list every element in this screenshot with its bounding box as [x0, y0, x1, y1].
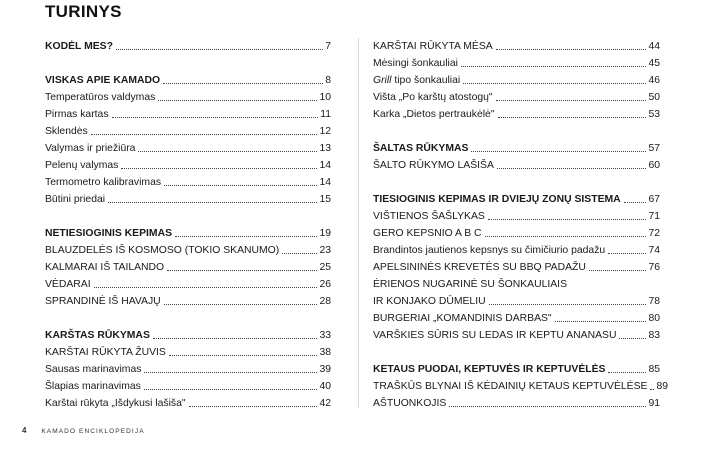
toc-entry[interactable]	[45, 104, 331, 121]
dot-leader	[608, 372, 646, 373]
dot-leader	[282, 253, 317, 254]
dot-leader	[624, 202, 647, 203]
dot-leader	[497, 168, 647, 169]
toc-entry-page-number: 80	[648, 313, 660, 324]
toc-entry-page-number: 8	[325, 75, 331, 86]
toc-entry-page-number: 28	[319, 296, 331, 307]
toc-entry-page-number: 83	[648, 330, 660, 341]
dot-leader	[589, 270, 647, 271]
toc-entry-label: Grill tipo šonkauliai	[373, 75, 461, 86]
toc-right-column	[373, 36, 669, 410]
toc-entry[interactable]	[373, 53, 660, 70]
toc-entry[interactable]	[373, 274, 660, 291]
toc-entry-page-number: 11	[320, 109, 331, 120]
toc-entry-page-number: 78	[648, 296, 660, 307]
toc-entry-page-number: 67	[648, 194, 660, 205]
toc-entry[interactable]	[45, 274, 331, 291]
toc-entry-label: VĖDARAI	[45, 279, 91, 290]
toc-entry[interactable]	[373, 257, 660, 274]
toc-entry-label: Mėsingi šonkauliai	[373, 58, 458, 69]
dot-leader	[164, 304, 318, 305]
toc-section-entry[interactable]	[45, 36, 331, 53]
toc-entry-page-number: 85	[648, 364, 660, 375]
toc-entry-label: Būtini priedai	[45, 194, 106, 205]
toc-entry-label: Brandintos jautienos kepsnys su čimičiurio padažu	[373, 245, 606, 256]
toc-entry-page-number: 91	[648, 398, 660, 409]
dot-leader	[108, 202, 317, 203]
toc-entry-label: Termometro kalibravimas	[45, 177, 162, 188]
dot-leader	[169, 355, 318, 356]
toc-entry[interactable]	[373, 393, 660, 410]
toc-entry-page-number: 74	[648, 245, 660, 256]
dot-leader	[496, 100, 647, 101]
toc-entry-label: KETAUS PUODAI, KEPTUVĖS IR KEPTUVĖLĖS	[373, 364, 606, 375]
toc-section-entry[interactable]	[373, 189, 660, 206]
toc-entry-label: VISKAS APIE KAMADO	[45, 75, 161, 86]
toc-left-column	[45, 36, 331, 410]
toc-entry-label: AŠTUONKOJIS	[373, 398, 447, 409]
toc-entry-page-number: 14	[319, 160, 331, 171]
toc-entry-page-number: 40	[319, 381, 331, 392]
toc-entry-label: KARŠTAS RŪKYMAS	[45, 330, 150, 341]
toc-entry[interactable]	[373, 36, 660, 53]
toc-entry[interactable]	[373, 240, 660, 257]
toc-section-entry[interactable]	[45, 223, 331, 240]
toc-entry[interactable]	[45, 257, 331, 274]
toc-entry[interactable]	[45, 121, 331, 138]
toc-entry[interactable]	[373, 70, 660, 87]
toc-entry-label: Karka „Dietos pertraukėlė"	[373, 109, 495, 120]
toc-entry[interactable]	[373, 308, 660, 325]
toc-entry-page-number: 71	[648, 211, 660, 222]
toc-entry-page-number: 45	[648, 58, 660, 69]
toc-entry[interactable]	[373, 325, 660, 342]
toc-entry-page-number: 72	[648, 228, 660, 239]
toc-entry[interactable]	[45, 87, 331, 104]
toc-entry-page-number: 10	[319, 92, 331, 103]
toc-entry[interactable]	[373, 155, 660, 172]
toc-entry-page-number: 89	[656, 381, 669, 392]
toc-entry-page-number: 33	[319, 330, 331, 341]
toc-entry[interactable]	[45, 240, 331, 257]
footer-page-number: 4	[22, 426, 27, 435]
toc-entry-label: Vištа „Po karštų atostogų"	[373, 92, 493, 103]
toc-entry-page-number: 38	[319, 347, 331, 358]
toc-section-entry[interactable]	[45, 325, 331, 342]
toc-entry-label: TIESIOGINIS KEPIMAS IR DVIEJŲ ZONŲ SISTEMA	[373, 194, 621, 205]
toc-entry[interactable]	[45, 291, 331, 308]
dot-leader	[158, 100, 317, 101]
toc-entry-label: KODĖL MES?	[45, 41, 113, 52]
toc-entry[interactable]	[45, 359, 331, 376]
dot-leader	[650, 389, 654, 390]
toc-entry-page-number: 15	[319, 194, 331, 205]
toc-entry[interactable]	[373, 376, 669, 393]
toc-entry-label: Šlapias marinavimas	[45, 381, 141, 392]
toc-entry-label: Pelenų valymas	[45, 160, 119, 171]
toc-section-entry[interactable]	[373, 138, 660, 155]
toc-entry-page-number: 23	[319, 245, 331, 256]
toc-entry-label: Karštai rūkyta „Išdykusi lašiša"	[45, 398, 186, 409]
dot-leader	[498, 117, 647, 118]
toc-entry-label: Valymas ir priežiūra	[45, 143, 136, 154]
dot-leader	[138, 151, 317, 152]
toc-entry-label: KARŠTAI RŪKYTA MĖSA	[373, 41, 493, 52]
dot-leader	[485, 236, 647, 237]
toc-entry-page-number: 57	[648, 143, 660, 154]
toc-entry-label: Pirmas kartas	[45, 109, 109, 120]
toc-entry-label: VIŠTIENOS ŠAŠLYKAS	[373, 211, 485, 222]
toc-entry-page-number: 42	[319, 398, 331, 409]
toc-entry-label: Sklendės	[45, 126, 88, 137]
toc-entry-label: BURGERIAI „KOMANDINIS DARBAS"	[373, 313, 552, 324]
toc-entry-label: NETIESIOGINIS KEPIMAS	[45, 228, 173, 239]
toc-entry-page-number: 13	[319, 143, 331, 154]
toc-entry-page-number: 19	[319, 228, 331, 239]
dot-leader	[471, 151, 646, 152]
toc-entry[interactable]	[45, 172, 331, 189]
dot-leader	[189, 406, 318, 407]
toc-entry-label: IR KONJAKO DŪMELIU	[373, 296, 486, 307]
toc-entry-label: KARŠTAI RŪKYTA ŽUVIS	[45, 347, 166, 358]
toc-entry[interactable]	[373, 87, 660, 104]
dot-leader	[91, 134, 318, 135]
toc-entry[interactable]	[45, 376, 331, 393]
toc-entry[interactable]	[45, 393, 331, 410]
dot-leader	[164, 185, 317, 186]
toc-entry[interactable]	[45, 342, 331, 359]
dot-leader	[619, 338, 646, 339]
toc-entry-page-number: 50	[648, 92, 660, 103]
dot-leader	[144, 372, 317, 373]
toc-entry-page-number: 14	[319, 177, 331, 188]
toc-section-entry[interactable]	[45, 70, 331, 87]
dot-leader	[488, 219, 647, 220]
toc-entry-label: APELSININĖS KREVETĖS SU BBQ PADAŽU	[373, 262, 586, 273]
toc-entry[interactable]	[45, 138, 331, 155]
column-divider	[358, 38, 359, 408]
toc-entry-page-number: 46	[648, 75, 660, 86]
dot-leader	[116, 49, 323, 50]
toc-entry[interactable]	[373, 223, 660, 240]
dot-leader	[112, 117, 319, 118]
toc-entry[interactable]	[45, 155, 331, 172]
toc-entry-label: Sausas marinavimas	[45, 364, 142, 375]
dot-leader	[167, 270, 317, 271]
dot-leader	[463, 83, 646, 84]
dot-leader	[153, 338, 318, 339]
toc-entry[interactable]	[45, 189, 331, 206]
dot-leader	[608, 253, 646, 254]
dot-leader	[94, 287, 318, 288]
toc-entry[interactable]	[373, 206, 660, 223]
dot-leader	[175, 236, 317, 237]
page-footer	[22, 426, 145, 435]
toc-entry-label: KALMARAI IŠ TAILANDO	[45, 262, 165, 273]
page-title: TURINYS	[45, 2, 122, 21]
toc-section-entry[interactable]	[373, 359, 660, 376]
footer-book-title: KAMADO ENCIKLOPEDIJA	[41, 428, 145, 435]
dot-leader	[496, 49, 647, 50]
toc-entry-label: BLAUZDELĖS IŠ KOSMOSO (TOKIO SKANUMO)	[45, 245, 280, 256]
dot-leader	[461, 66, 647, 67]
toc-entry-page-number: 39	[319, 364, 331, 375]
toc-entry-page-number: 76	[648, 262, 660, 273]
toc-entry-label: Temperatūros valdymas	[45, 92, 156, 103]
toc-entry-label: GERO KEPSNIO A B C	[373, 228, 482, 239]
dot-leader	[163, 83, 323, 84]
toc-entry[interactable]	[373, 104, 660, 121]
toc-entry-label: ĖRIENOS NUGARINĖ SU ŠONKAULIAIS	[373, 279, 568, 290]
dot-leader	[489, 304, 647, 305]
toc-entry-label: ŠALTO RŪKYMO LAŠIŠA	[373, 160, 494, 171]
toc-entry-page-number: 44	[648, 41, 660, 52]
toc-entry-label: ŠALTAS RŪKYMAS	[373, 143, 469, 154]
toc-entry-label: TRAŠKŪS BLYNAI IŠ KĖDAINIŲ KETAUS KEPTUVĖLĖSE	[373, 381, 648, 392]
toc-entry-page-number: 25	[319, 262, 331, 273]
dot-leader	[144, 389, 318, 390]
dot-leader	[121, 168, 317, 169]
toc-entry-label: VARŠKIES SŪRIS SU LEDAS IR KEPTU ANANASU	[373, 330, 617, 341]
toc-entry-page-number: 12	[319, 126, 331, 137]
dot-leader	[555, 321, 647, 322]
dot-leader	[449, 406, 646, 407]
toc-entry-page-number: 60	[648, 160, 660, 171]
toc-entry-page-number: 53	[648, 109, 660, 120]
toc-entry-page-number: 26	[319, 279, 331, 290]
toc-entry-label: SPRANDINĖ IŠ HAVAJŲ	[45, 296, 161, 307]
toc-entry-page-number: 7	[325, 41, 331, 52]
toc-entry[interactable]	[373, 291, 660, 308]
